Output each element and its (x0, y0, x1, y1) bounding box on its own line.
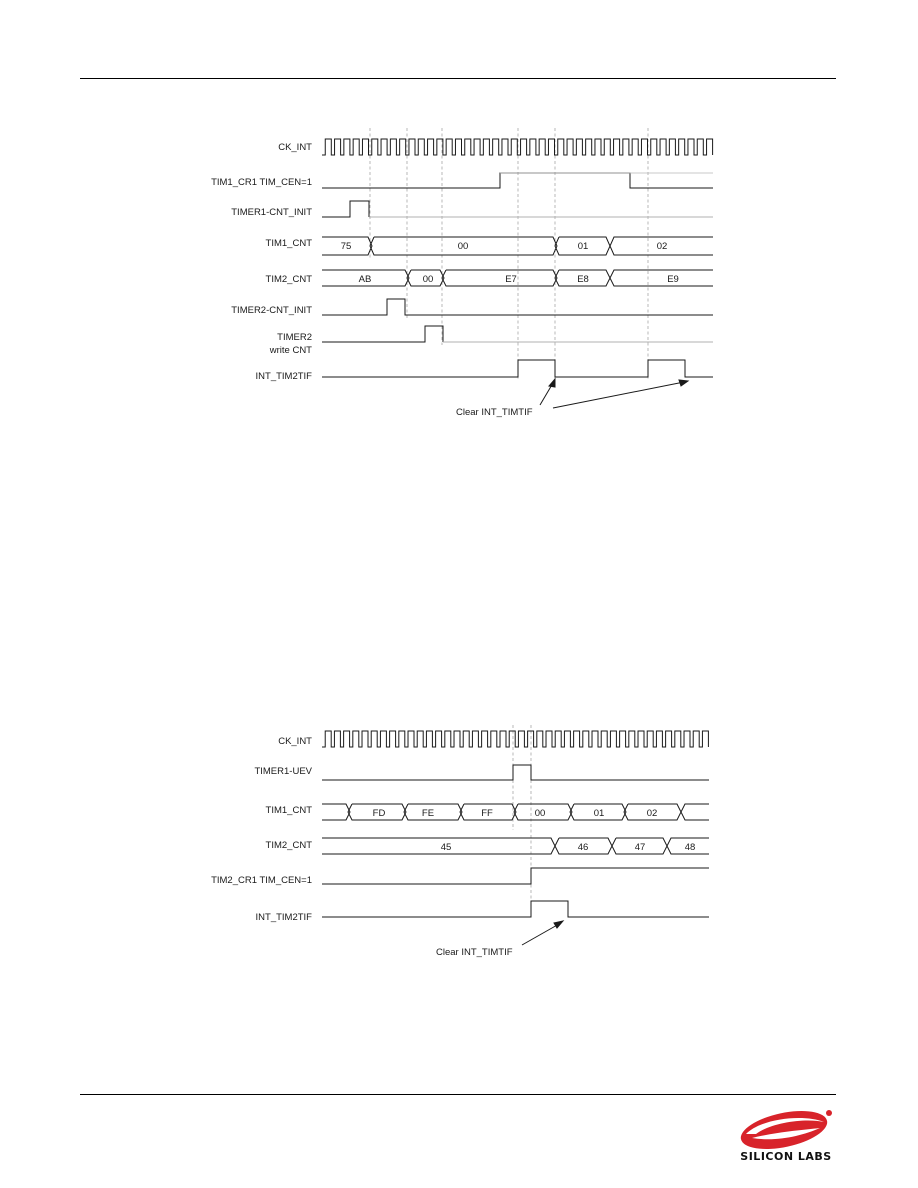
tim1-cnt-2-value-5: 01 (593, 808, 605, 819)
tim1-cen-waveform (322, 173, 713, 188)
logo-text: SILICON LABS (740, 1150, 832, 1163)
annotation-clear-int-1: Clear INT_TIMTIF (456, 407, 533, 418)
footer-rule (80, 1094, 836, 1095)
label-timer2-cnt-init: TIMER2-CNT_INIT (231, 305, 312, 316)
tim2-cnt-2-value-3: 47 (634, 842, 646, 853)
label-tim1-cnt: TIM1_CNT (265, 238, 312, 249)
clock-pulse-train (322, 139, 713, 155)
tim2-cnt-value-3: E7 (505, 274, 517, 285)
annotation-clear-int-2: Clear INT_TIMTIF (436, 947, 513, 958)
annotation-arrow-2 (522, 921, 563, 945)
int-tim2tif-waveform-2 (322, 901, 709, 917)
label-tim2-cnt-2: TIM2_CNT (265, 840, 312, 851)
tim1-cnt-2-value-6: 02 (646, 808, 658, 819)
tim1-cnt-2-value-3: FF (481, 808, 493, 819)
timer1-uev-waveform (322, 765, 709, 780)
label-ck-int-2: CK_INT (278, 736, 312, 747)
tim1-cnt-2-value-1: FD (372, 808, 386, 819)
label-timer2-write-b: write CNT (269, 345, 312, 356)
timer2-write-cnt-waveform (322, 326, 443, 342)
tim1-cnt-value-1: 75 (340, 241, 352, 252)
tim1-cnt-value-2: 00 (457, 241, 469, 252)
timing-diagram-1 (0, 0, 918, 440)
ck-int-waveform (322, 139, 713, 155)
tim1-cnt-2-value-2: FE (421, 808, 435, 819)
label-timer1-cnt-init: TIMER1-CNT_INIT (231, 207, 312, 218)
tim2-cen-waveform (322, 868, 709, 884)
tim2-cnt-2-value-1: 45 (440, 842, 452, 853)
tim2-cnt-2-value-2: 46 (577, 842, 589, 853)
tim2-cnt-value-5: E9 (667, 274, 679, 285)
label-tim2-cen: TIM2_CR1 TIM_CEN=1 (211, 875, 312, 886)
label-tim2-cnt: TIM2_CNT (265, 274, 312, 285)
label-tim1-cnt-2: TIM1_CNT (265, 805, 312, 816)
tim1-cnt-2-value-4: 00 (534, 808, 546, 819)
label-int-tim2tif-2: INT_TIM2TIF (255, 912, 312, 923)
timer2-cnt-init-waveform (322, 299, 713, 315)
timer1-cnt-init-waveform (322, 201, 369, 217)
tim2-cnt-value-4: E8 (577, 274, 589, 285)
label-tim1-cen: TIM1_CR1 TIM_CEN=1 (211, 177, 312, 188)
tim2-cnt-value-1: AB (358, 274, 372, 285)
ck-int-waveform-2 (322, 731, 708, 747)
tim1-cnt-value-3: 01 (577, 241, 589, 252)
tim2-cnt-bus (322, 270, 713, 286)
annotation-arrows (540, 379, 688, 408)
int-tim2tif-waveform (322, 360, 713, 377)
label-timer2-write-a: TIMER2 (277, 332, 312, 343)
label-ck-int: CK_INT (278, 142, 312, 153)
tim1-cnt-value-4: 02 (656, 241, 668, 252)
label-int-tim2tif: INT_TIM2TIF (255, 371, 312, 382)
tim1-cnt-bus (322, 237, 713, 255)
timing-diagram-2 (0, 720, 918, 960)
tim2-cnt-2-value-4: 48 (684, 842, 696, 853)
tim2-cnt-value-2: 00 (422, 274, 434, 285)
label-timer1-uev: TIMER1-UEV (254, 766, 312, 777)
clock-pulse-train (322, 731, 708, 747)
tim2-cnt-bus-2 (322, 838, 709, 854)
